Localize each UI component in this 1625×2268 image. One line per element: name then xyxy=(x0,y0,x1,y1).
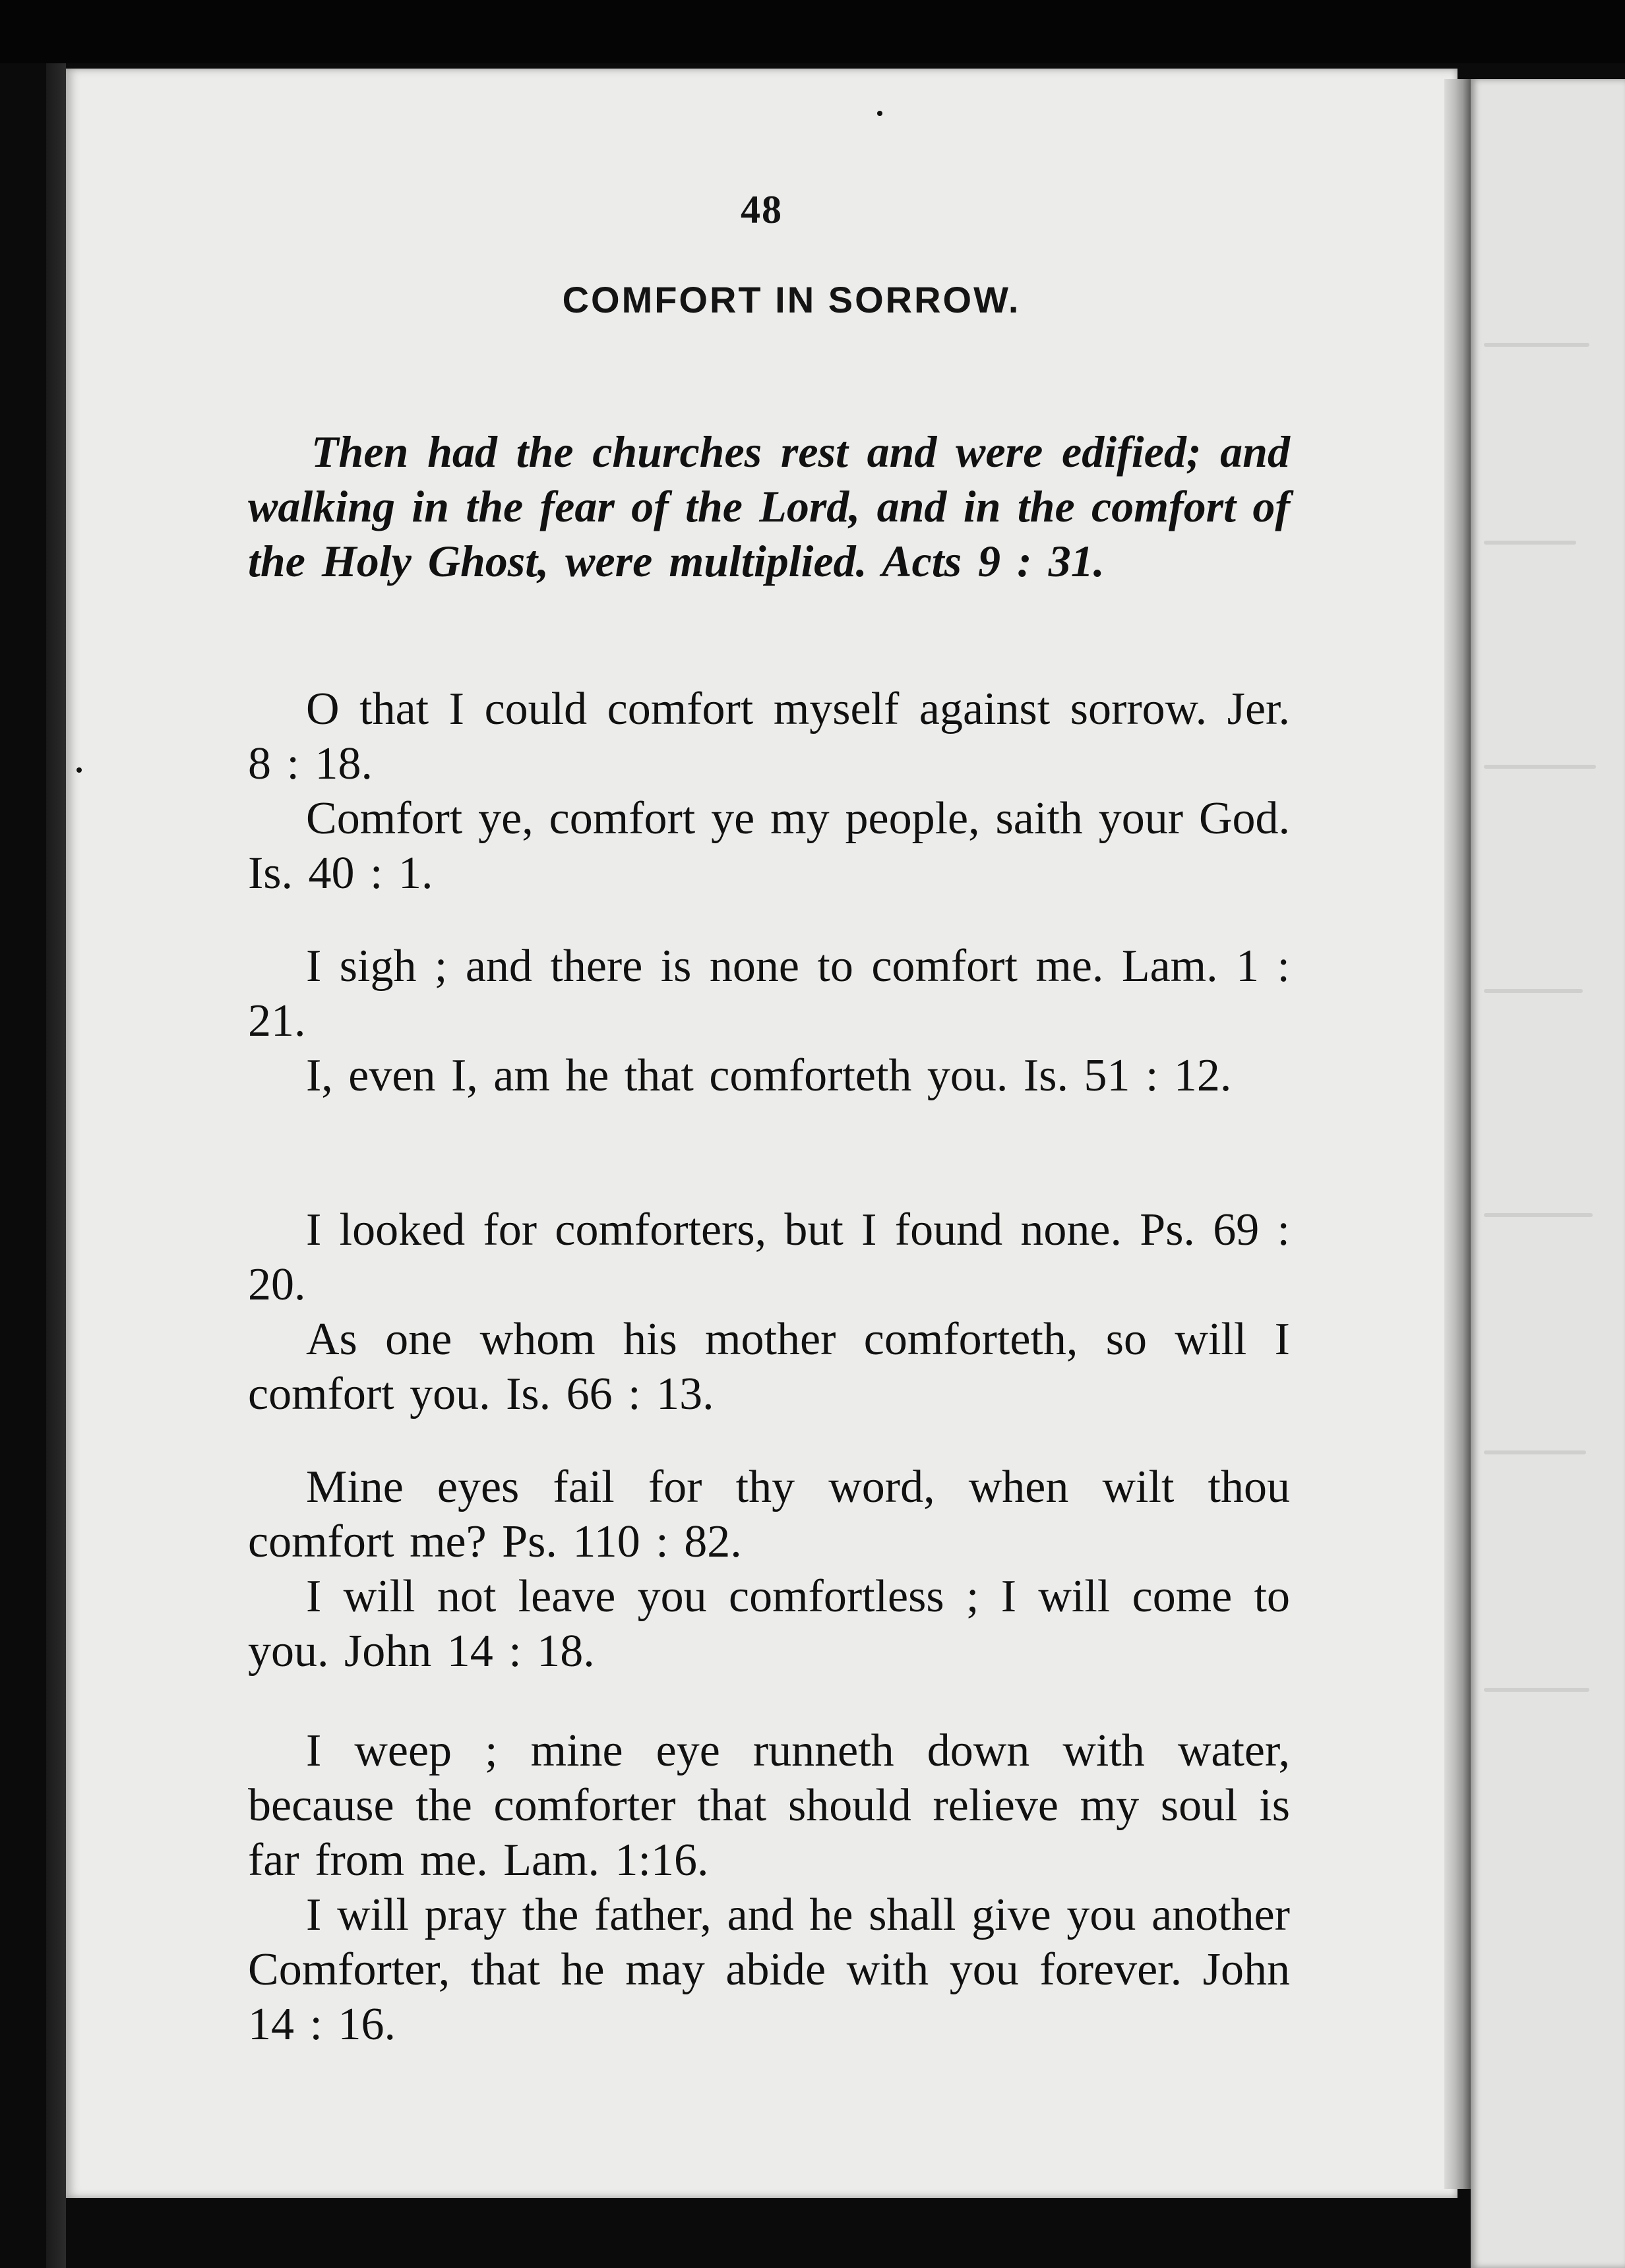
verse: Mine eyes fail for thy word, when wilt thou comfort me? Ps. 110 : 82. xyxy=(248,1462,1290,1567)
verse: I sigh ; and there is none to comfort me. Lam. 1 : 21. xyxy=(248,941,1290,1046)
verse: Comfort ye, comfort ye my people, saith your God. Is. 40 : 1. xyxy=(248,793,1290,899)
verse: I, even I, am he that comforteth you. Is. 51 : 12. xyxy=(306,1050,1232,1101)
bleed-through-mark xyxy=(1484,765,1596,769)
bleed-through-mark xyxy=(1484,1213,1593,1217)
book-cover-edge xyxy=(46,63,66,2268)
verse: O that I could comfort myself against sorrow. Jer. 8 : 18. xyxy=(248,684,1290,789)
speck xyxy=(877,111,882,116)
verse-group-1 xyxy=(248,682,1290,901)
bleed-through-mark xyxy=(1484,989,1583,993)
scan-bottom-border xyxy=(66,2198,1471,2268)
page-gutter-shadow xyxy=(1444,79,1471,2189)
page-number: 48 xyxy=(741,188,783,231)
page-heading: COMFORT IN SORROW. xyxy=(562,279,1021,320)
verse-group-4 xyxy=(248,1460,1290,1679)
verse-group-3 xyxy=(248,1203,1290,1421)
epigraph: Then had the churches rest and were edified; and walking in the fear of the Lord, and in the comfort of the Holy Ghost, were multiplied. Acts 9 : 31. xyxy=(248,427,1290,586)
bleed-through-mark xyxy=(1484,1688,1589,1692)
scan-top-border xyxy=(0,0,1625,63)
verse: I looked for comforters, but I found none. Ps. 69 : 20. xyxy=(248,1205,1290,1310)
book-page xyxy=(66,69,1457,2198)
verse: I weep ; mine eye runneth down with water, because the comforter that should relieve my soul is far from me. Lam. 1:16. xyxy=(248,1725,1290,1886)
verse-group-2 xyxy=(248,939,1290,1103)
verse: As one whom his mother comforteth, so will I comfort you. Is. 66 : 13. xyxy=(248,1314,1290,1419)
bleed-through-mark xyxy=(1484,343,1589,347)
verse-group-5 xyxy=(248,1723,1290,2052)
bleed-through-mark xyxy=(1484,1450,1586,1454)
speck xyxy=(77,767,82,773)
bleed-through-mark xyxy=(1484,541,1576,545)
adjacent-page xyxy=(1471,79,1625,2268)
verse: I will not leave you comfortless ; I will come to you. John 14 : 18. xyxy=(248,1571,1290,1677)
verse: I will pray the father, and he shall give you another Comforter, that he may abide with you forever. John 14 : 16. xyxy=(248,1890,1290,2050)
